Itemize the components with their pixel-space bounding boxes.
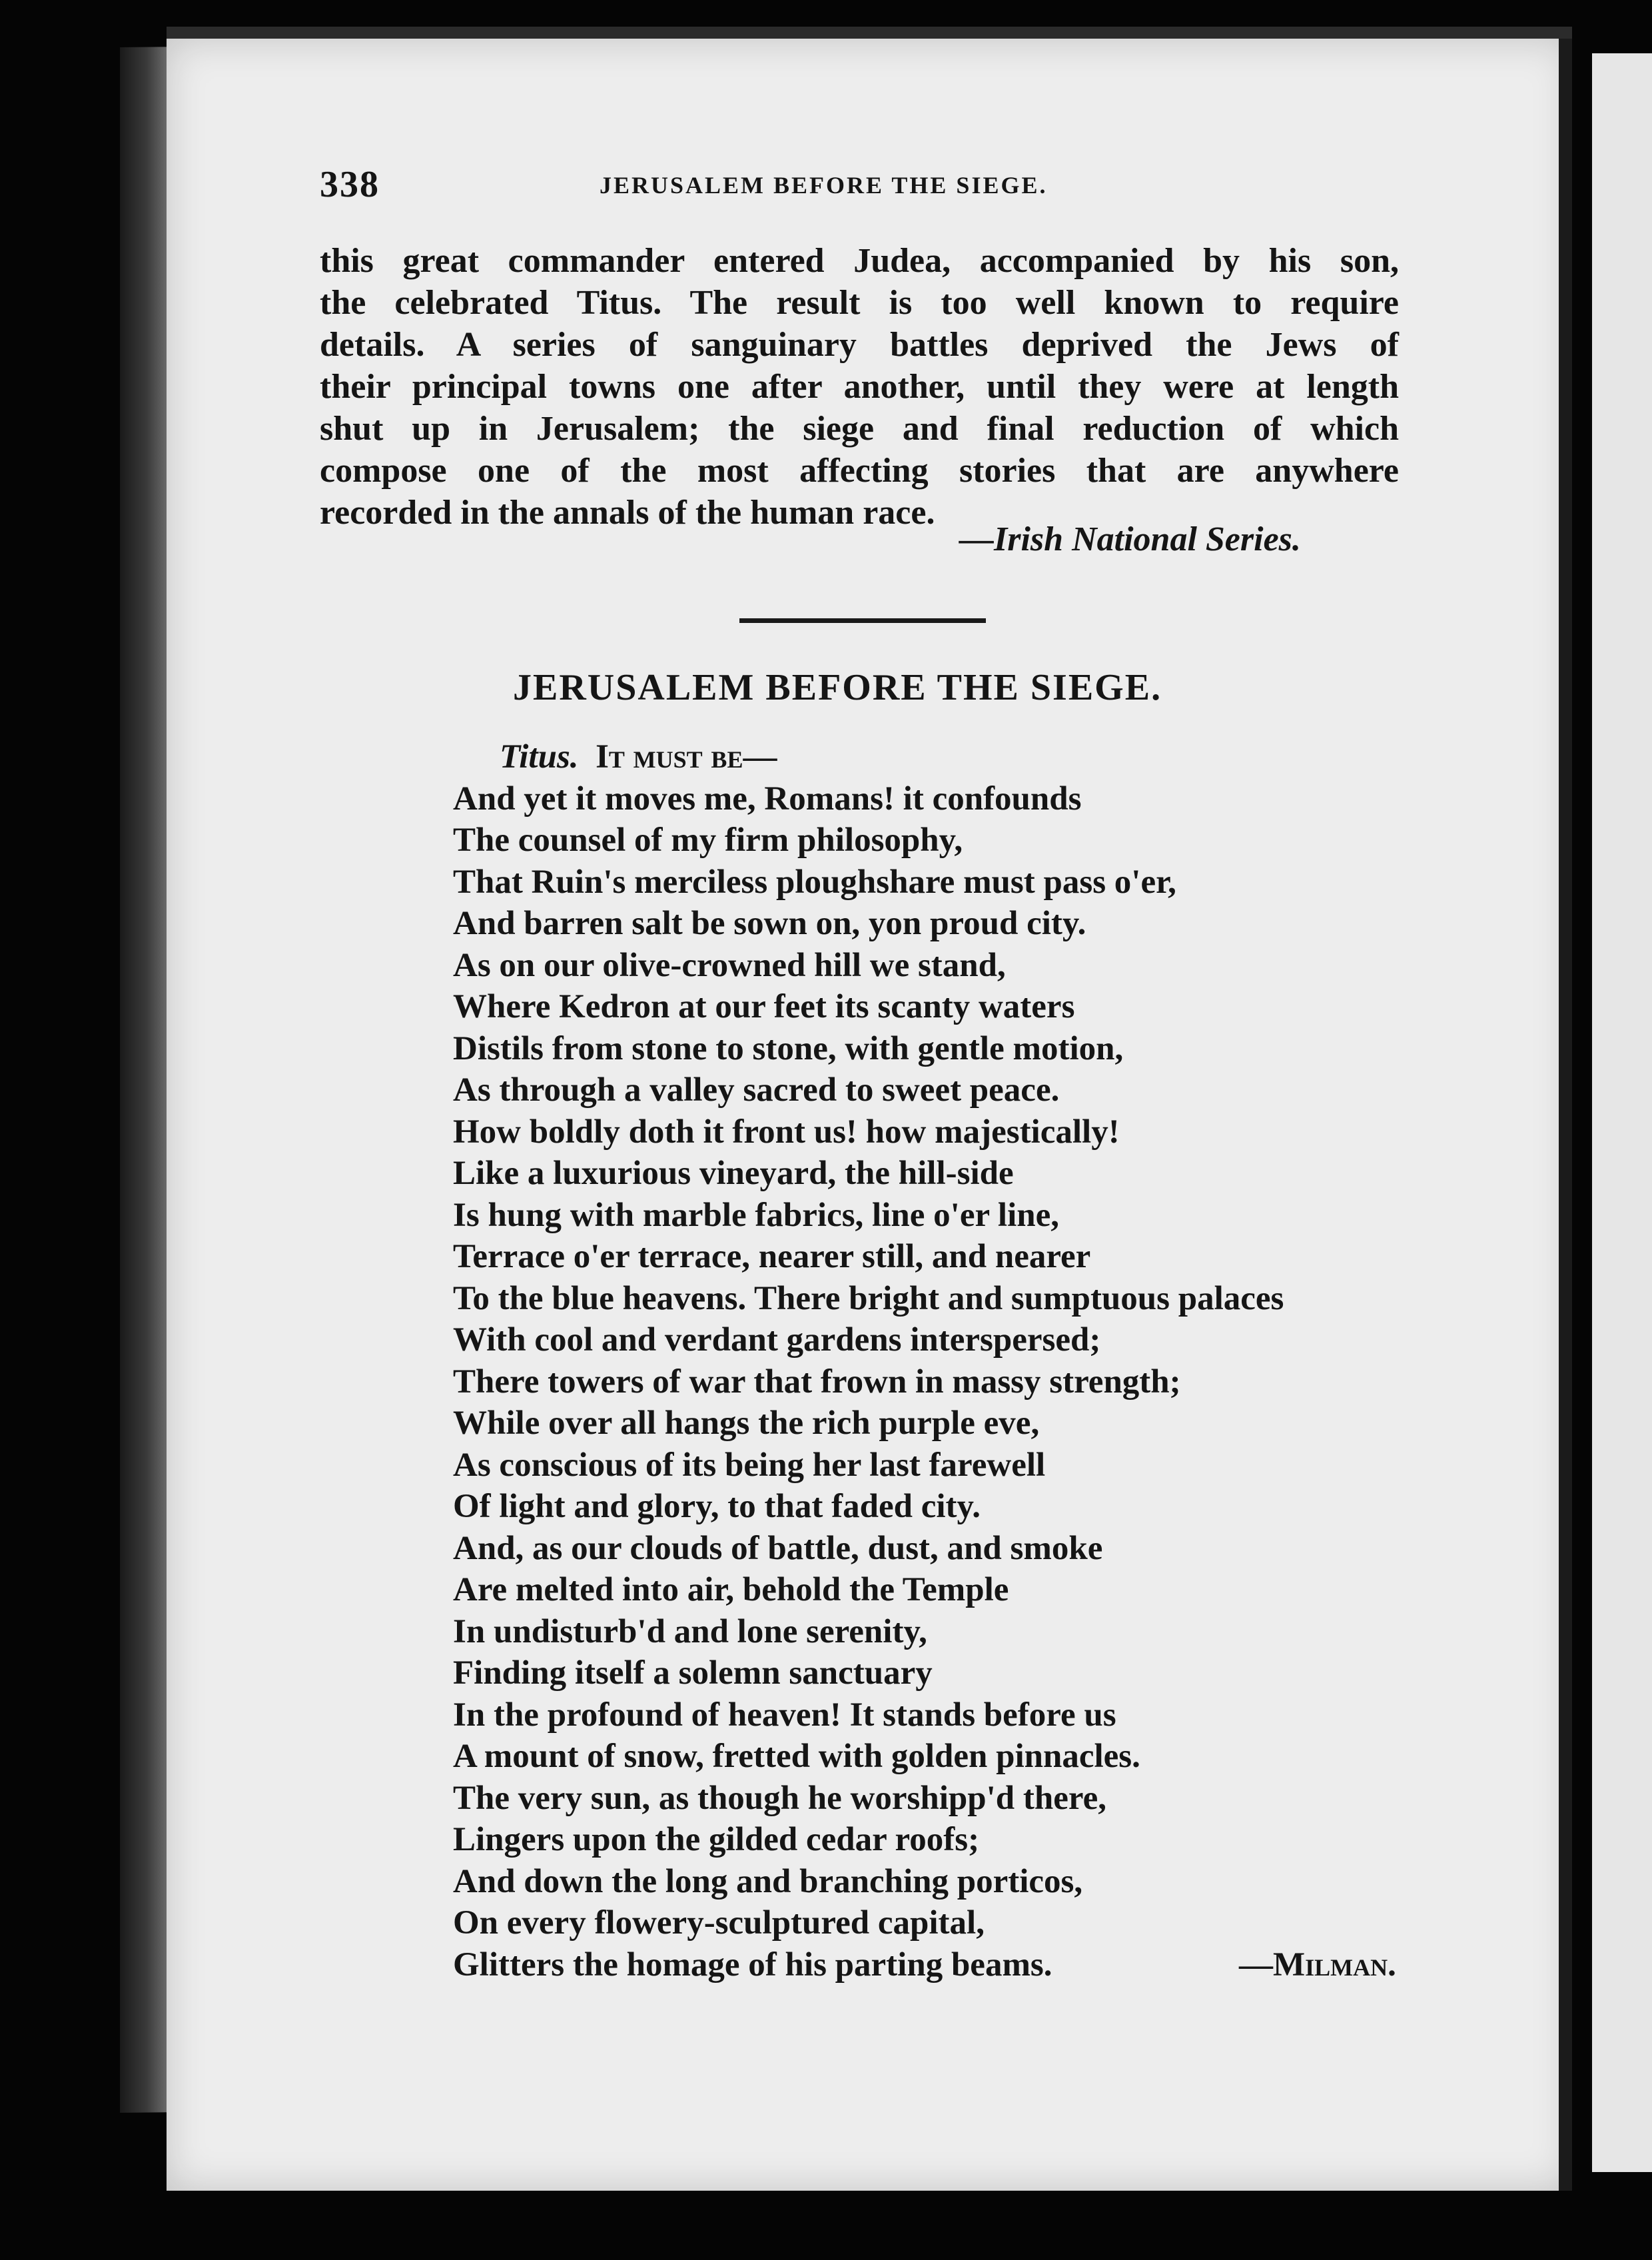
poem-line: Finding itself a solemn sanctuary [453,1654,933,1692]
prose-line: recorded in the annals of the human race. [320,494,935,532]
poem-line: Glitters the homage of his parting beams. [453,1946,1052,1983]
prose-line: details. A series of sanguinary battles deprived the Jews of [320,326,1399,364]
poem-line: Like a luxurious vineyard, the hill-side [453,1155,1014,1192]
poem-first-line [453,736,1426,778]
poem-final-line [453,1944,1426,1986]
poem-line: Are melted into air, behold the Temple [453,1571,1009,1608]
poem-line: In undisturb'd and lone serenity, [453,1612,927,1650]
poem-line: There towers of war that frown in massy strength; [453,1363,1181,1401]
poem-line: And yet it moves me, Romans! it confounds [453,780,1082,818]
poem-line: As on our olive-crowned hill we stand, [453,946,1006,984]
poem-line: The very sun, as though he worshipp'd there, [453,1779,1106,1817]
poem-line: Of light and glory, to that faded city. [453,1488,981,1525]
prose-line: their principal towns one after another, until they were at length [320,368,1399,406]
poem-line: That Ruin's merciless ploughshare must pass o'er, [453,863,1176,901]
prose-line: shut up in Jerusalem; the siege and final reduction of which [320,410,1399,448]
poem-title: JERUSALEM BEFORE THE SIEGE. [513,667,1162,708]
facing-page-edge [1592,53,1652,2172]
poem-line: A mount of snow, fretted with golden pinnacles. [453,1738,1140,1775]
poem-line: As conscious of its being her last farewell [453,1446,1046,1484]
prose-line: compose one of the most affecting stories that are anywhere [320,452,1399,490]
poem-line: As through a valley sacred to sweet peace. [453,1071,1060,1109]
poem-line: How boldly doth it front us! how majestically! [453,1113,1120,1151]
prose-line: this great commander entered Judea, accompanied by his son, [320,242,1399,280]
poem-line: While over all hangs the rich purple eve, [453,1405,1040,1442]
poem-line: Is hung with marble fabrics, line o'er line, [453,1196,1060,1234]
section-divider [739,618,986,623]
poet-attribution: —Milman. [1239,1946,1396,1983]
poem-line: On every flowery-sculptured capital, [453,1904,985,1942]
speaker-name: Titus. [500,738,579,776]
poem-line: Terrace o'er terrace, nearer still, and nearer [453,1238,1091,1275]
poem-line: And barren salt be sown on, yon proud city. [453,905,1086,942]
poem-line: The counsel of my firm philosophy, [453,822,963,859]
poem-line: Distils from stone to stone, with gentle motion, [453,1029,1124,1067]
running-title: JERUSALEM BEFORE THE SIEGE. [600,172,1048,199]
poem-line: Where Kedron at our feet its scanty waters [453,988,1075,1025]
poem-line: In the profound of heaven! It stands before us [453,1696,1116,1734]
poem-line: Lingers upon the gilded cedar roofs; [453,1821,980,1858]
poem-line: And, as our clouds of battle, dust, and smoke [453,1529,1103,1567]
prose-attribution: —Irish National Series. [959,520,1301,558]
poem-line-opening: It must be— [596,738,777,776]
page-number: 338 [320,164,380,205]
poem [453,736,1426,1985]
prose-line: the celebrated Titus. The result is too well known to require [320,284,1399,322]
poem-line: And down the long and branching porticos, [453,1862,1083,1900]
prose-paragraph [320,240,1399,534]
poem-line: To the blue heavens. There bright and sumptuous palaces [453,1279,1284,1317]
poem-line: With cool and verdant gardens interspersed; [453,1321,1101,1359]
page-header [320,163,1412,203]
